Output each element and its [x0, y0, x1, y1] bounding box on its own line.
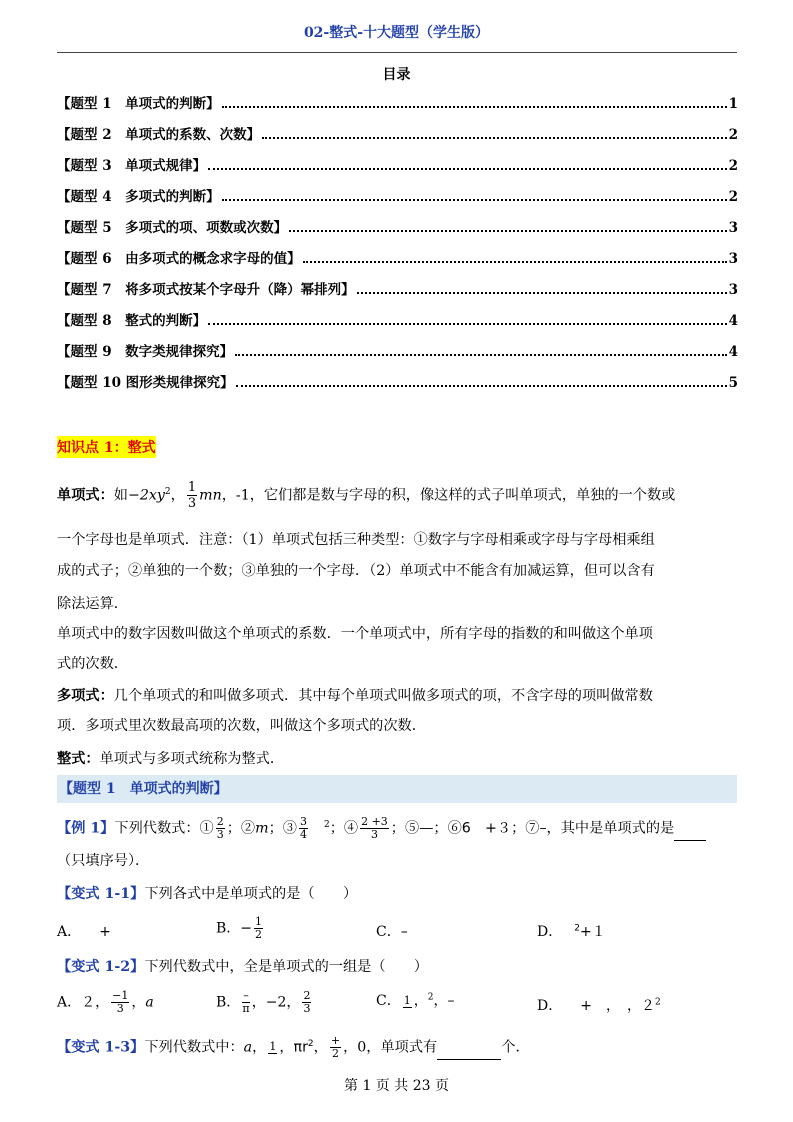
fraction-sum-over-2: $\frac{+}{2}$ — [330, 1034, 341, 1061]
monomial-example-expr: −2xy — [127, 487, 165, 504]
toc-entry-label: 【题型 3 单项式规律】 — [57, 158, 207, 174]
fraction-1-2: $\frac{1}{2}$ — [255, 915, 263, 941]
example1-label: 【例 1】 — [57, 820, 115, 837]
monomial-example-mn: mn — [199, 487, 222, 504]
toc-leader-dots — [236, 384, 727, 387]
separator: ， — [170, 487, 185, 504]
toc-entry-page: 2 — [728, 158, 738, 174]
integral-expression-label: 整式： — [57, 751, 100, 767]
toc-entry[interactable] — [57, 125, 738, 143]
monomial-example-exponent: 2 — [164, 486, 171, 497]
toc-entry[interactable] — [57, 249, 738, 267]
option-b[interactable]: B．− $\frac{1}{2}$ — [216, 915, 263, 941]
monomial-definition-line1 — [57, 480, 739, 511]
monomial-line1-rest: ，-1，它们都是数与字母的积，像这样的式子叫单项式，单独的一个数或 — [221, 487, 676, 504]
toc-entry-label: 【题型 4 多项式的判断】 — [57, 189, 220, 205]
fraction-2-3: $\frac{2}{3}$ — [216, 815, 224, 842]
toc-entry[interactable] — [57, 342, 738, 360]
toc-entry-label: 【题型 2 单项式的系数、次数】 — [57, 127, 261, 143]
integral-expression-definition: 整式：单项式与多项式统称为整式． — [57, 751, 285, 767]
monomial-definition-line4: 除法运算． — [57, 596, 128, 612]
fraction-over-3: $\frac{2}{3}$ — [303, 989, 311, 1015]
toc-entry[interactable] — [57, 373, 738, 391]
option-c[interactable]: C． 1 ，$^2$，– — [376, 992, 455, 1009]
option-a[interactable]: A． + — [57, 924, 111, 940]
toc-leader-dots — [222, 105, 727, 108]
toc-entry-label: 【题型 9 数字类规律探究】 — [57, 344, 234, 360]
option-d[interactable]: D． $^2$+１ — [537, 923, 606, 940]
toc-entry[interactable] — [57, 218, 738, 236]
answer-blank[interactable] — [674, 826, 706, 841]
toc-entry-page: 2 — [728, 127, 738, 143]
variant-1-2-question: 【变式 1-2】下列代数式中，全是单项式的一组是（ ） — [57, 959, 429, 975]
polynomial-definition-line1: 多项式：几个单项式的和叫做多项式．其中每个单项式叫做多项式的项，不含字母的项叫做常数 — [57, 688, 653, 704]
example1-question: 【例 1】下列代数式：① $\frac{2}{3}$ ；②m；③ $\frac{3}{4}$ $^2$；④ $\frac{2 +3}{3}$ ；⑤—；⑥6 +３；⑦–，其中是单项式的是 — [57, 815, 739, 841]
monomial-intro: 如 — [113, 487, 128, 504]
toc-entry-label: 【题型 6 由多项式的概念求字母的值】 — [57, 251, 301, 267]
toc-entry[interactable] — [57, 280, 738, 298]
toc-leader-dots — [235, 353, 727, 356]
page-footer: 第 1 页 共 23 页 — [344, 1078, 449, 1094]
option-d[interactable]: D． + ， ，$2^2$ — [537, 997, 661, 1014]
toc-leader-dots — [303, 260, 727, 263]
toc-leader-dots — [208, 322, 727, 325]
fraction-one-over: 1 — [403, 993, 411, 1007]
fraction-one-third: $\frac{1}{3}$ — [187, 480, 197, 511]
toc-entry[interactable] — [57, 156, 738, 174]
polynomial-label: 多项式： — [57, 688, 114, 704]
toc-entry-page: 5 — [728, 375, 738, 391]
type1-section-heading: 【题型 1 单项式的判断】 — [57, 775, 737, 803]
fraction-neg-1-3: $\frac{-1}{3}$ — [112, 989, 129, 1015]
knowledge-point-tag: 知识点 1：整式 — [57, 436, 156, 458]
option-c[interactable]: C．– — [376, 924, 408, 940]
document-header-title: 02-整式-十大题型（学生版） — [303, 25, 490, 41]
variant-1-1-label: 【变式 1-1】 — [57, 886, 145, 902]
toc-entry-page: 3 — [728, 282, 738, 298]
coefficient-definition-line1: 单项式中的数字因数叫做这个单项式的系数．一个单项式中，所有字母的指数的和叫做这个单项 — [57, 626, 653, 642]
example1-instruction: （只填序号）． — [57, 853, 150, 869]
toc-entry-page: 3 — [728, 220, 738, 236]
header-divider — [57, 52, 737, 53]
toc-entry[interactable] — [57, 187, 738, 205]
toc-entry-label: 【题型 7 将多项式按某个字母升（降）幂排列】 — [57, 282, 355, 298]
toc-leader-dots — [222, 198, 727, 201]
variant-1-3-question: 【变式 1-3】下列代数式中：a， 1 ，$\pi r^2$， $\frac{+}{2}$ ，0，单项式有 个． — [57, 1034, 530, 1061]
fraction-one-over: 1 — [269, 1040, 277, 1054]
fraction-over-pi: $\frac{-}{\pi}$ — [242, 989, 250, 1015]
toc-entry[interactable] — [57, 311, 738, 329]
fraction-3-4: $\frac{3}{4}$ — [299, 815, 307, 842]
toc-entry-label: 【题型 10 图形类规律探究】 — [57, 375, 234, 391]
monomial-definition-line2: 一个字母也是单项式．注意：（1）单项式包括三种类型：①数字与字母相乘或字母与字母相乘组 — [57, 532, 655, 548]
toc-entry-label: 【题型 8 整式的判断】 — [57, 313, 207, 329]
polynomial-definition-line2: 项．多项式里次数最高项的次数，叫做这个多项式的次数． — [57, 718, 426, 734]
toc-leader-dots — [357, 291, 727, 294]
toc-entry-label: 【题型 5 多项式的项、项数或次数】 — [57, 220, 288, 236]
toc-entry-page: 1 — [728, 96, 738, 112]
toc-entry-page: 3 — [728, 251, 738, 267]
toc-title: 目录 — [382, 67, 411, 83]
option-a[interactable]: A．２， $\frac{-1}{3}$ ，a — [57, 989, 154, 1015]
variant-1-1-question: 【变式 1-1】下列各式中是单项式的是（ ） — [57, 886, 358, 902]
toc-entry-page: 2 — [728, 189, 738, 205]
toc-entry[interactable] — [57, 94, 738, 112]
toc-entry-page: 4 — [728, 344, 738, 360]
toc-leader-dots — [262, 136, 727, 139]
answer-blank[interactable] — [437, 1045, 501, 1060]
toc-entry-label: 【题型 1 单项式的判断】 — [57, 96, 220, 112]
option-b[interactable]: B． $\frac{-}{\pi}$ ，−2， $\frac{2}{3}$ — [216, 989, 311, 1015]
variant-1-3-label: 【变式 1-3】 — [57, 1039, 145, 1056]
coefficient-definition-line2: 式的次数． — [57, 656, 128, 672]
monomial-definition-line3: 成的式子；②单独的一个数；③单独的一个字母．（2）单项式中不能含有加减运算，但可以含有 — [57, 563, 655, 579]
fraction-expression: $\frac{2 +3}{3}$ — [361, 815, 388, 842]
toc-leader-dots — [289, 229, 727, 232]
toc-leader-dots — [208, 167, 727, 170]
monomial-label: 单项式： — [57, 487, 114, 504]
toc-entry-page: 4 — [728, 313, 738, 329]
variant-1-2-label: 【变式 1-2】 — [57, 959, 145, 975]
